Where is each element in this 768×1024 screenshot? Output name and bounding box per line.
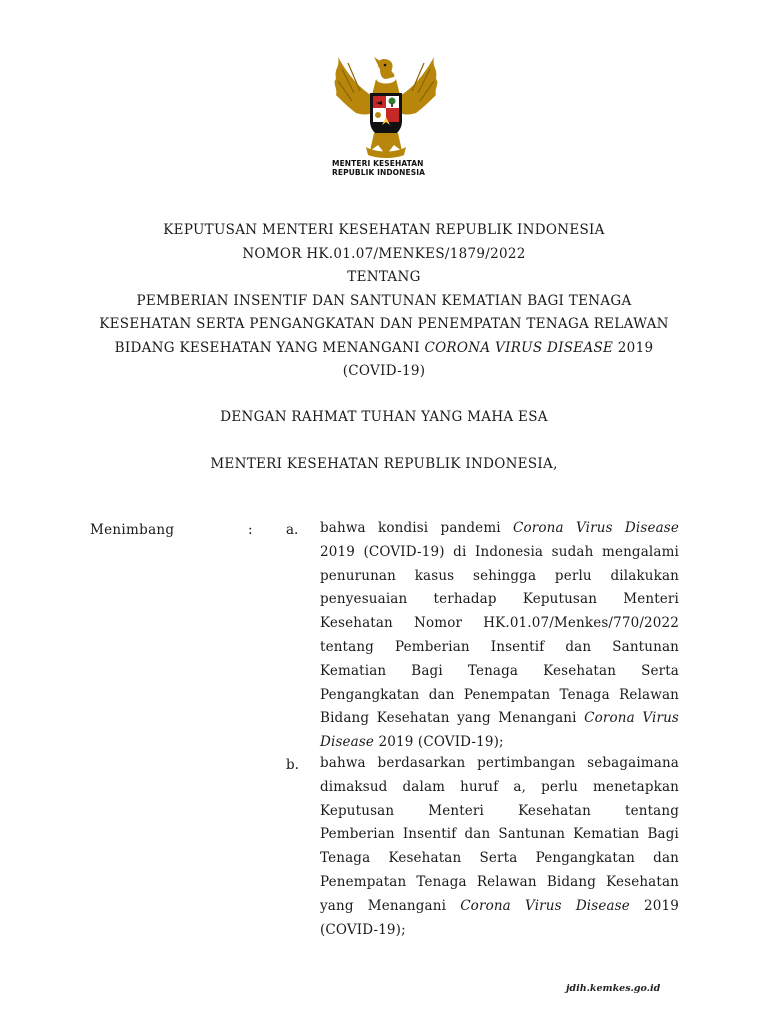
text-segment: Kesehatan Nomor HK.01.07/Menkes/770/2022 [320, 615, 679, 632]
paragraph-line [320, 847, 679, 871]
considerations-label: Menimbang [90, 522, 175, 538]
item-a-paragraph [320, 517, 679, 755]
italic-term: Corona Virus [584, 710, 679, 727]
heading-line-7 [0, 360, 768, 384]
minister-line: MENTERI KESEHATAN REPUBLIK INDONESIA, [210, 456, 558, 472]
paragraph-line [320, 588, 679, 612]
garuda-pancasila-icon [330, 55, 442, 160]
text-segment: BIDANG KESEHATAN YANG MENANGANI [114, 339, 425, 356]
text-segment: Keputusan Menteri Kesehatan tentang [320, 802, 679, 819]
paragraph-line [320, 752, 679, 776]
text-segment: Penempatan Tenaga Relawan Bidang Kesehatan [320, 873, 679, 890]
paragraph-line [320, 871, 679, 895]
heading-line-4 [0, 290, 768, 314]
text-segment: tentang Pemberian Insentif dan Santunan [320, 638, 679, 655]
considerations-colon: : [248, 522, 253, 538]
italic-term: Corona Virus Disease [460, 897, 630, 914]
paragraph-line [320, 684, 679, 708]
text-segment: TENTANG [347, 269, 421, 285]
paragraph-line [320, 800, 679, 824]
text-segment: 2019 (COVID-19); [374, 734, 504, 751]
text-segment: (COVID-19); [320, 921, 406, 938]
text-segment: 2019 (COVID-19) di Indonesia sudah mengalami [320, 543, 679, 560]
heading-line-5 [0, 313, 768, 337]
paragraph-line [320, 636, 679, 660]
garuda-emblem [330, 55, 442, 180]
italic-term: Disease [320, 734, 375, 751]
greeting-line: DENGAN RAHMAT TUHAN YANG MAHA ESA [220, 409, 548, 425]
text-segment: bahwa berdasarkan pertimbangan sebagaimana [320, 755, 679, 771]
paragraph-line [320, 565, 679, 589]
paragraph-line [320, 776, 679, 800]
italic-term: Corona Virus Disease [513, 520, 679, 536]
paragraph-line [320, 895, 679, 919]
heading-line-1 [0, 219, 768, 243]
text-segment: PEMBERIAN INSENTIF DAN SANTUNAN KEMATIAN BAGI TENAGA [136, 292, 632, 309]
item-a-marker: a. [286, 522, 299, 538]
emblem-caption [332, 159, 444, 177]
text-segment: Tenaga Kesehatan Serta Pengangkatan dan [320, 850, 679, 867]
text-segment: 2019 [629, 897, 680, 914]
text-segment: 2019 [613, 339, 654, 356]
text-segment: KEPUTUSAN MENTERI KESEHATAN REPUBLIK INDONESIA [163, 222, 605, 238]
text-segment: Bidang Kesehatan yang Menangani [320, 710, 585, 727]
text-segment: bahwa kondisi pandemi [320, 520, 514, 536]
text-segment: Pengangkatan dan Penempatan Tenaga Relawan [320, 686, 679, 703]
text-segment: penyesuaian terhadap Keputusan Menteri [320, 591, 679, 608]
paragraph-line [320, 541, 679, 565]
heading-line-2 [0, 243, 768, 267]
paragraph-line [320, 660, 679, 684]
paragraph-line [320, 612, 679, 636]
decree-heading [0, 219, 768, 384]
caption-line-2: REPUBLIK INDONESIA [332, 168, 426, 177]
text-segment: yang Menangani [320, 897, 461, 914]
text-segment: KESEHATAN SERTA PENGANGKATAN DAN PENEMPATAN TENAGA RELAWAN [99, 316, 669, 332]
paragraph-line [320, 919, 679, 943]
paragraph-line [320, 707, 679, 731]
text-segment: penurunan kasus sehingga perlu dilakukan [320, 567, 679, 584]
text-segment: Kematian Bagi Tenaga Kesehatan Serta [320, 662, 679, 679]
text-segment: (COVID-19) [342, 363, 426, 379]
caption-line-1: MENTERI KESEHATAN [332, 159, 424, 168]
text-segment: NOMOR HK.01.07/MENKES/1879/2022 [242, 245, 526, 262]
heading-line-6 [0, 337, 768, 361]
text-segment: Pemberian Insentif dan Santunan Kematian Bagi [320, 826, 679, 843]
item-b-marker: b. [286, 757, 299, 773]
paragraph-line [320, 517, 679, 541]
paragraph-line [320, 823, 679, 847]
footer-url: jdih.kemkes.go.id [566, 983, 661, 994]
italic-term: CORONA VIRUS DISEASE [424, 339, 614, 356]
heading-line-3 [0, 266, 768, 290]
text-segment: dimaksud dalam huruf a, perlu menetapkan [320, 778, 679, 795]
item-b-paragraph [320, 752, 679, 942]
